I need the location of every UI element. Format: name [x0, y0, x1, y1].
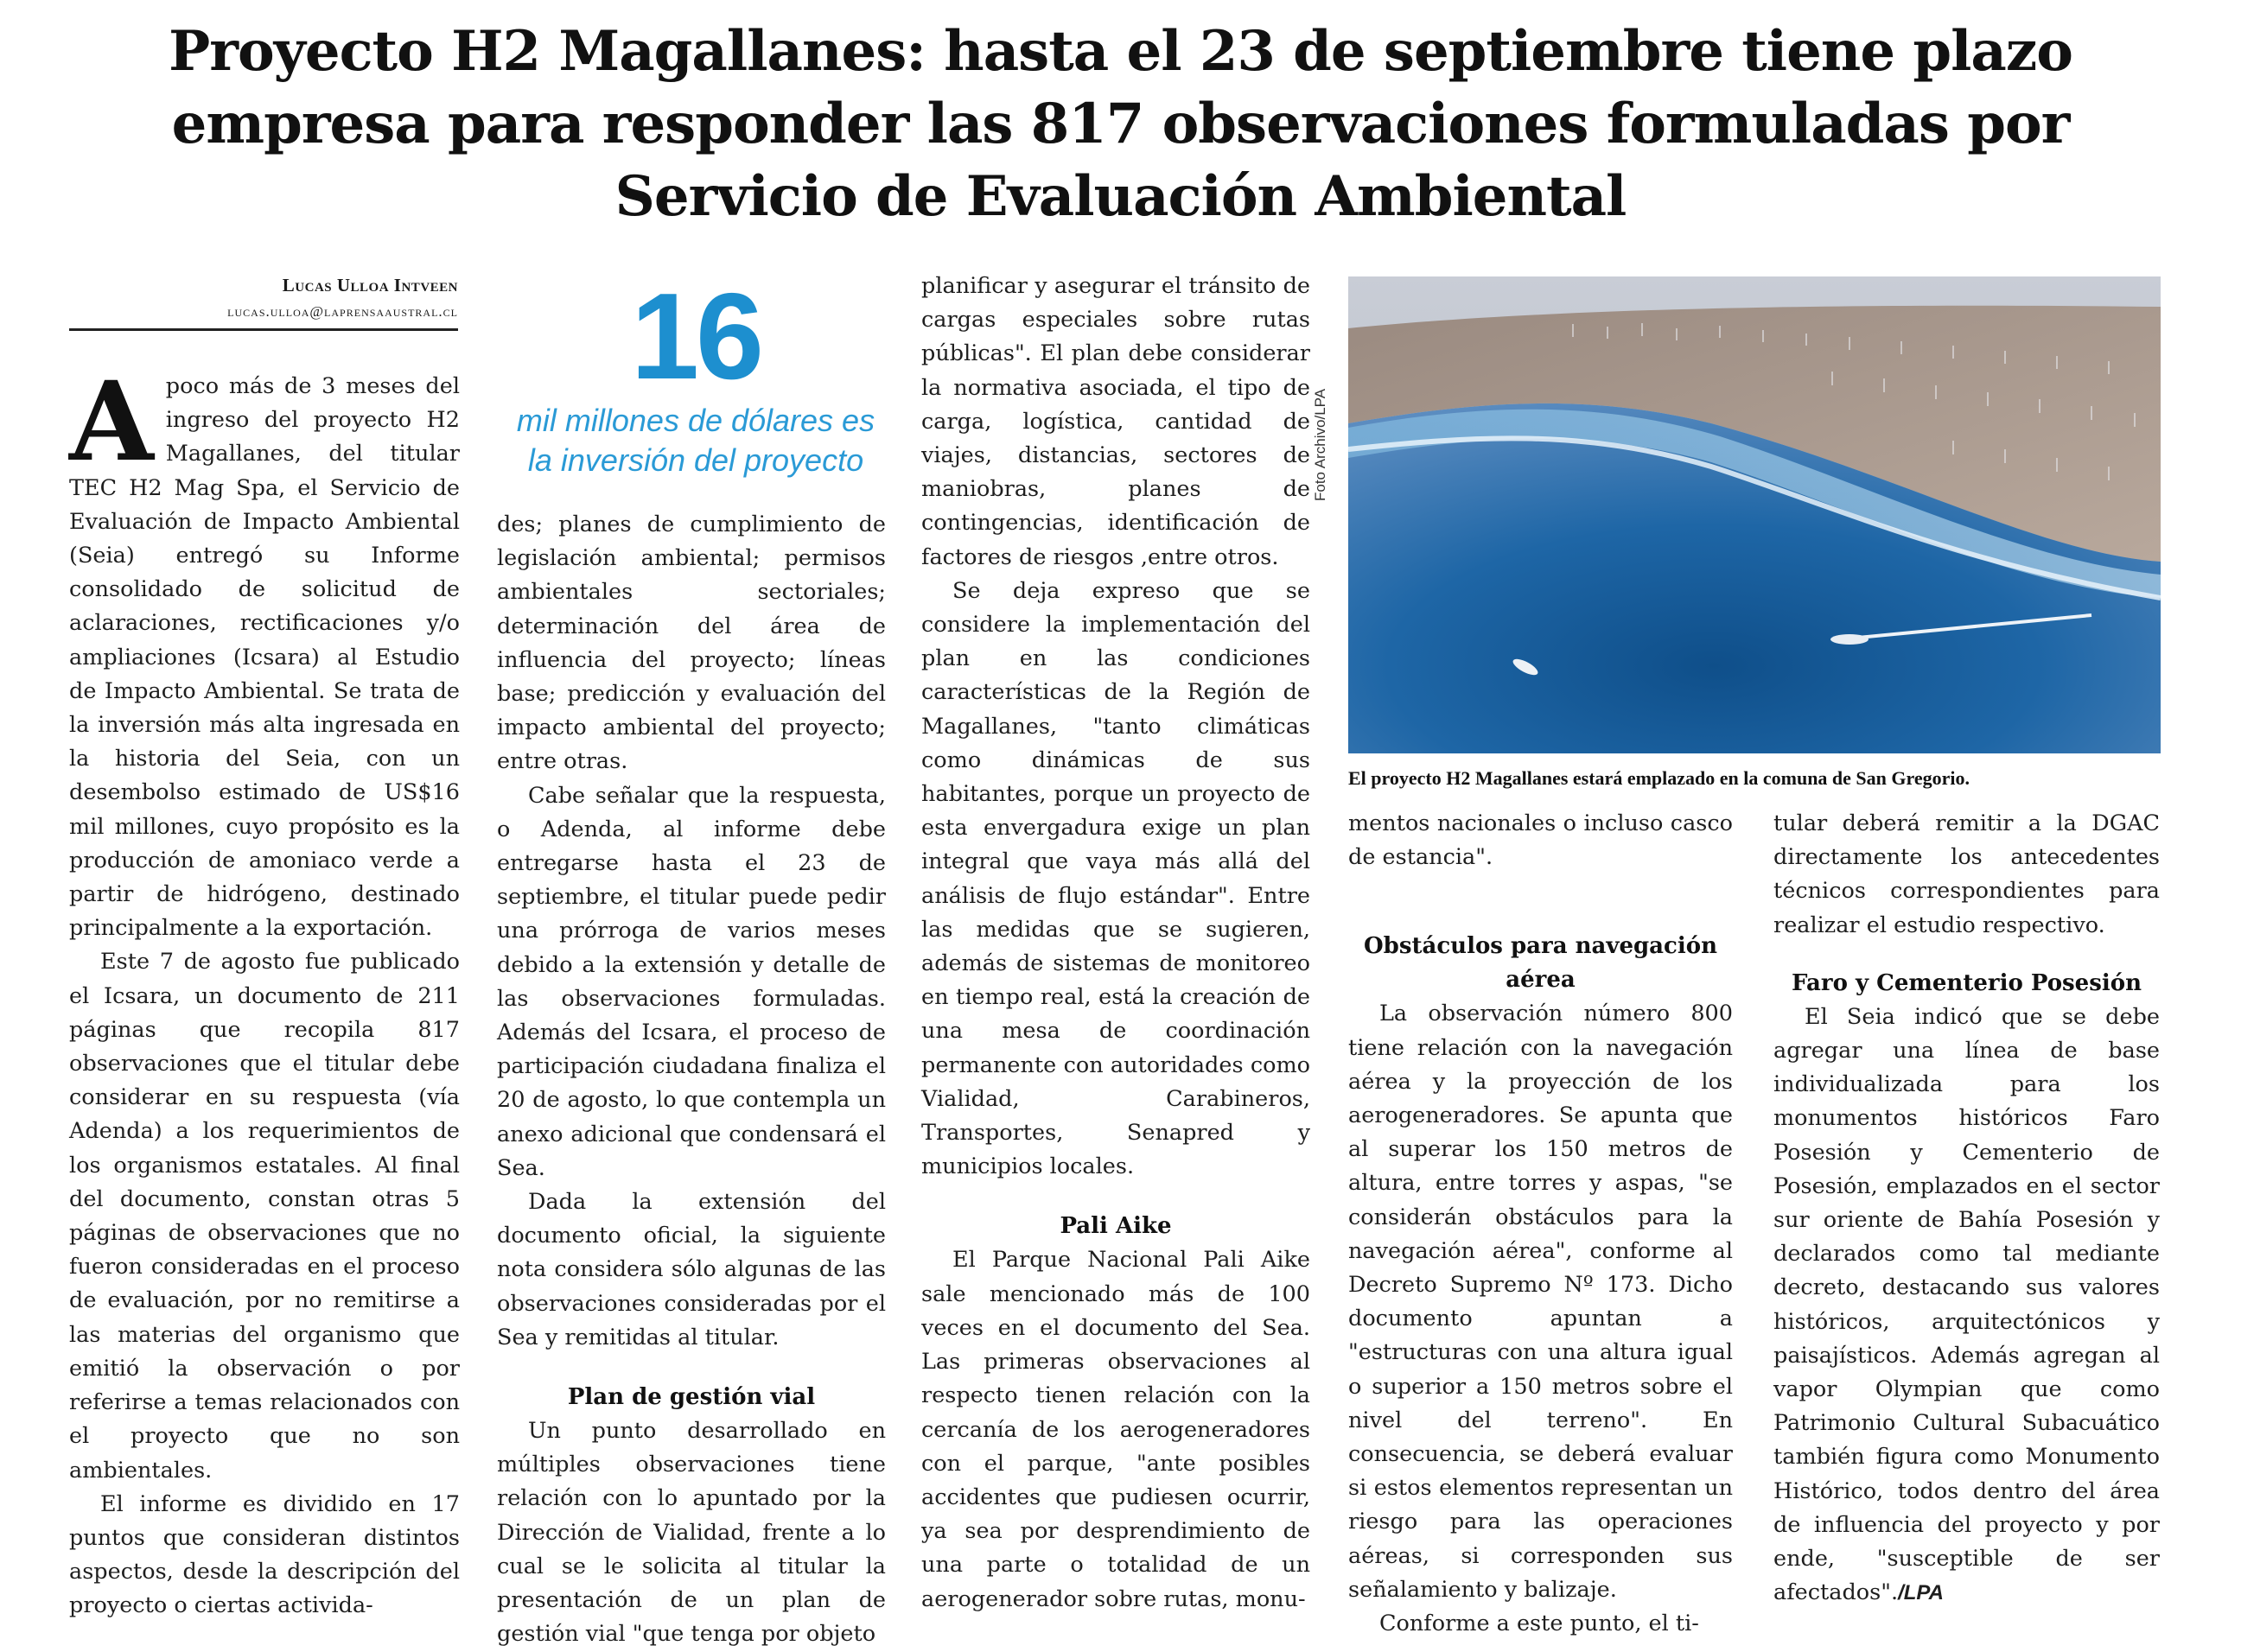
stat-text: mil millones de dólares es la inversión del proyecto — [516, 403, 875, 478]
paragraph: des; planes de cumplimiento de legislación ambiental; permisos ambientales sectoriales; determinación del área de influencia del proyecto; líneas base; predicción y evaluación del impacto ambiental del proyecto; entre otras. — [497, 511, 886, 775]
column-1 — [69, 358, 460, 1623]
author-name: Lucas Ulloa Intveen — [282, 275, 458, 295]
aerial-coast-image — [1348, 276, 2161, 753]
subheading-obstaculos: Obstáculos para navegación aérea — [1364, 933, 1717, 994]
paragraph: El Parque Nacional Pali Aike sale mencionado más de 100 veces en el documento del Sea. Las primeras observaciones al respecto tienen relación con la cercanía de los aerogeneradores con el parque, "ante posibles accidentes que pudiesen ocurrir, ya sea por desprendimiento de una parte o totalidad de un aerogenerador sobre rutas, monu- — [921, 1247, 1310, 1612]
paragraph-text: El Seia indicó que se debe agregar una línea de base individualizada para los monumentos históricos Faro Posesión y Cementerio de Posesión, emplazados en el sector sur oriente de Bahía Posesión y declarados como tal mediante decreto, destacando sus valores históricos, arquitectónicos y paisajísticos. Además agregan al vapor Olympian que como Patrimonio Cultural Subacuático también figura como Monumento Histórico, todos dentro del área de influencia del proyecto y por ende, "susceptible de ser afectados". — [1773, 1003, 2160, 1606]
column-4 — [1348, 807, 1733, 1641]
paragraph — [1773, 1001, 2160, 1611]
byline-divider — [69, 328, 458, 331]
aerial-coast-photo — [1348, 276, 2161, 753]
highlight-stat — [506, 268, 886, 480]
column-3 — [921, 270, 1310, 1617]
stat-number: 16 — [631, 268, 761, 405]
paragraph: tular deberá remitir a la DGAC directamente los antecedentes técnicos correspondientes para realizar el estudio respectivo. — [1773, 810, 2160, 938]
author-email[interactable]: lucas.ulloa@laprensaaustral.cl — [227, 303, 458, 320]
paragraph: Cabe señalar que la respuesta, o Adenda, al informe debe entregarse hasta el 23 de septiembre, el titular puede pedir una prórroga de varios meses debido a la extensión y detalle de las observaciones formuladas. Además del Icsara, el proceso de participación ciudadana finaliza el 20 de agosto, lo que contempla un anexo adicional que condensará el Sea. — [497, 782, 886, 1181]
paragraph: mentos nacionales o incluso casco de estancia". — [1348, 810, 1733, 871]
paragraph — [69, 358, 460, 945]
subheading-pali-aike: Pali Aike — [1060, 1213, 1172, 1240]
paragraph: planificar y asegurar el tránsito de cargas especiales sobre rutas públicas". El plan debe considerar la normativa asociada, el tipo de carga, logística, cantidad de viajes, distancias, sectores de maniobras, planes de contingencias, identificación de factores de riesgos ,entre otros. — [921, 273, 1310, 570]
byline — [69, 275, 458, 321]
paragraph: Se deja expreso que se considere la implementación del plan en las condiciones características de la Región de Magallanes, "tanto climáticas como dinámicas de sus habitantes, porque un proyecto de esta envergadura exige un plan integral que vaya más allá del análisis de flujo estándar". Entre las medidas que se sugieren, además de sistemas de monitoreo en tiempo real, está la creación de una mesa de coordinación permanente con autoridades como Vialidad, Carabineros, Transportes, Senapred y municipios locales. — [921, 577, 1310, 1180]
photo-caption: El proyecto H2 Magallanes estará emplazado en la comuna de San Gregorio. — [1348, 767, 1970, 789]
paragraph: Dada la extensión del documento oficial, la siguiente nota considera sólo algunas de las observaciones consideradas por el Sea y remitidas al titular. — [497, 1189, 886, 1350]
column-2 — [497, 508, 886, 1652]
signature-lpa: /LPA — [1898, 1581, 1944, 1605]
column-5 — [1773, 807, 2160, 1610]
drop-cap: A — [69, 358, 154, 486]
paragraph: Conforme a este punto, el ti- — [1379, 1611, 1699, 1637]
photo-credit — [1307, 380, 1341, 501]
paragraph: Un punto desarrollado en múltiples observaciones tiene relación con lo apuntado por la Dirección de Vialidad, frente a lo cual se le solicita al titular la presentación de un plan de gestión vial "que tenga por objeto — [497, 1418, 886, 1648]
headline: Proyecto H2 Magallanes: hasta el 23 de septiembre tiene plazo empresa para responder las 817 observaciones formuladas por Servicio de Evaluación Ambiental — [169, 19, 2072, 229]
paragraph-text: poco más de 3 meses del ingreso del proyecto H2 Magallanes, del titular TEC H2 Mag Spa, el Servicio de Evaluación de Impacto Ambiental (Seia) entregó su Informe consolidado de solicitud de aclaraciones, rectificaciones y/o ampliaciones (Icsara) al Estudio de Impacto Ambiental. Se trata de la inversión más alta ingresada en la historia del Seia, con un desembolso estimado de US$16 mil millones, cuyo propósito es la producción de amoniaco verde a partir de hidrógeno, destinado principalmente a la exportación. — [69, 373, 460, 942]
subheading-faro-cementerio: Faro y Cementerio Posesión — [1792, 969, 2142, 996]
paragraph: Este 7 de agosto fue publicado el Icsara, un documento de 211 páginas que recopila 817 observaciones que el titular debe considerar en su respuesta (vía Adenda) a los requerimientos de los organismos estatales. Al final del documento, constan otras 5 páginas de observaciones que no fueron consideradas en el proceso de evaluación, por no remitirse a las materias del organismo que emitió la observación o por referirse a temas relacionados con el proyecto que no son ambientales. — [69, 949, 460, 1484]
photo-credit-text: Foto Archivo/LPA — [1312, 388, 1328, 501]
paragraph: La observación número 800 tiene relación con la navegación aérea y la proyección de los aerogeneradores. Se apunta que al superar los 150 metros de altura, entre torres y aspas, "se considerán obstáculos para la navegación aérea", conforme al Decreto Supremo Nº 173. Dicho documento apuntan a "estructuras con una altura igual o superior a 150 metros sobre el nivel del terreno". En consecuencia, se deberá evaluar si estos elementos representan un riesgo para las operaciones aéreas, si corresponden sus señalamiento y balizaje. — [1348, 1001, 1733, 1603]
paragraph: El informe es dividido en 17 puntos que consideran distintos aspectos, desde la descripción del proyecto o ciertas activida- — [69, 1490, 460, 1619]
subheading-plan-gestion-vial: Plan de gestión vial — [567, 1384, 816, 1411]
